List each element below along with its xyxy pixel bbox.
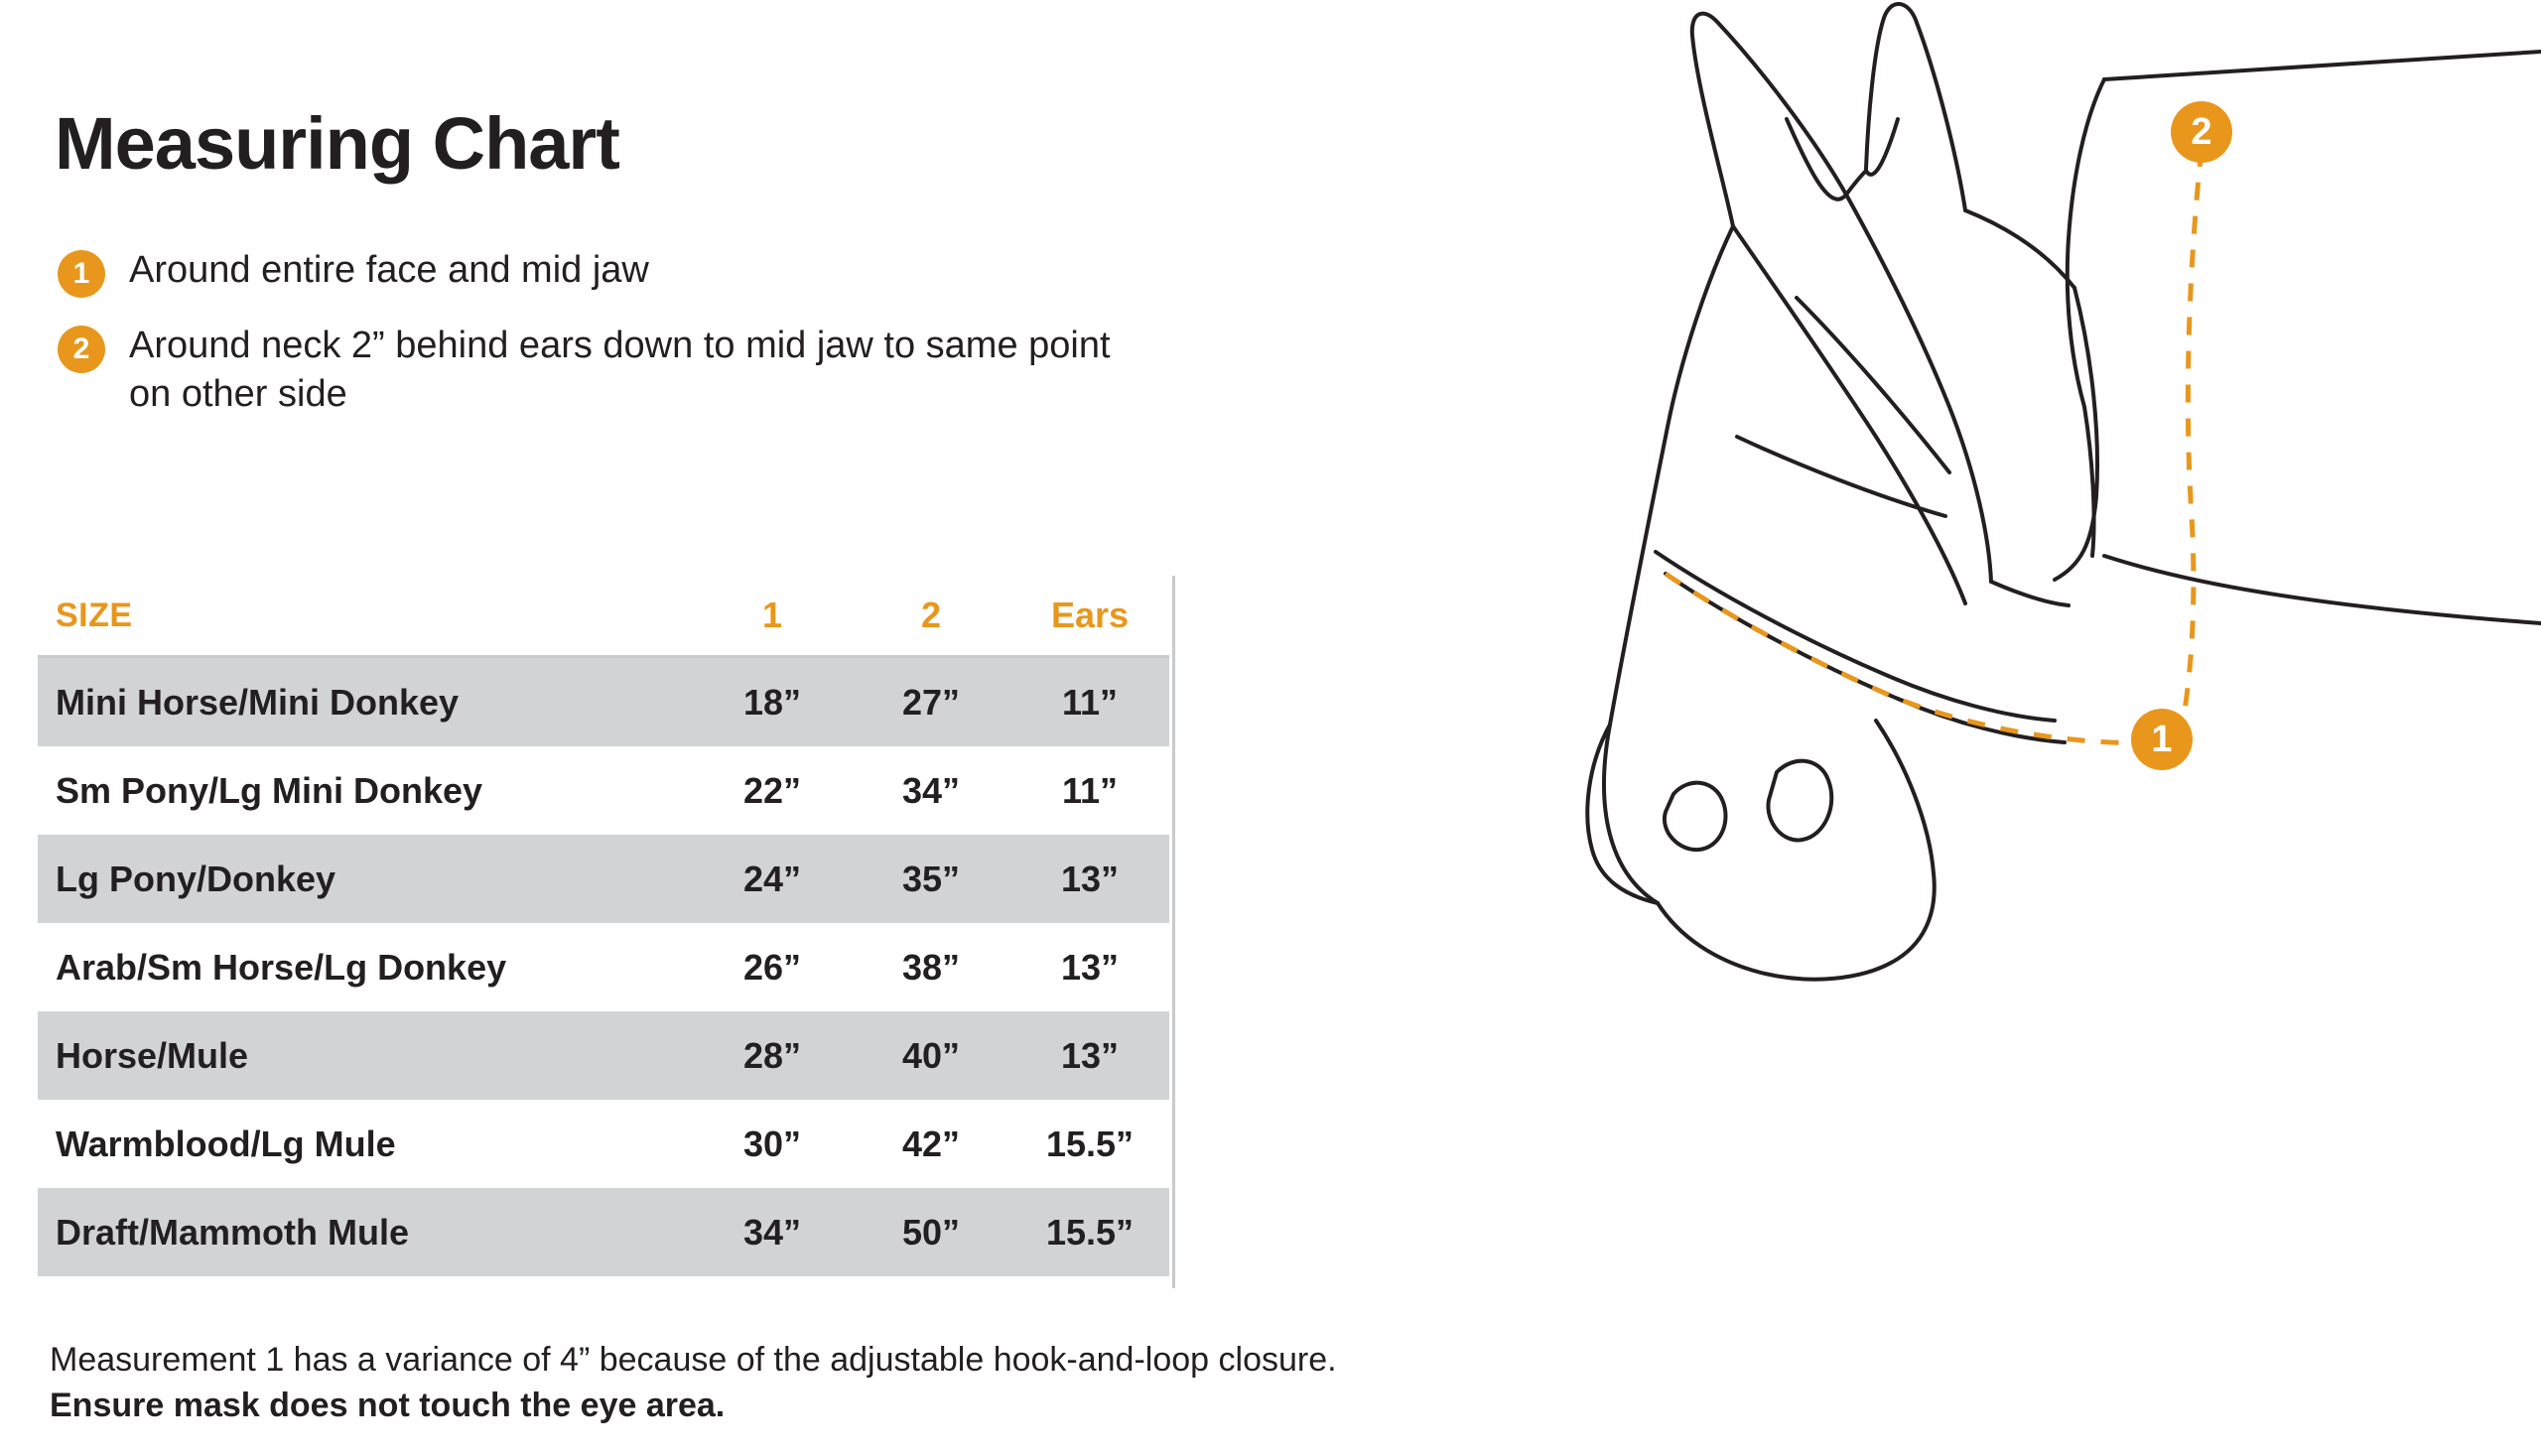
- cell-m2: 35”: [852, 835, 1010, 923]
- size-table: [38, 576, 1169, 1276]
- legend-text-1: Around entire face and mid jaw: [129, 249, 649, 291]
- cell-size: Mini Horse/Mini Donkey: [38, 657, 693, 747]
- table-row: [38, 1011, 1169, 1100]
- table-header-row: [38, 576, 1169, 657]
- column-header-ears: Ears: [1010, 576, 1169, 657]
- cell-m1: 18”: [693, 657, 852, 747]
- cell-m2: 27”: [852, 657, 1010, 747]
- cell-m1: 30”: [693, 1100, 852, 1188]
- cell-ears: 15.5”: [1010, 1188, 1169, 1276]
- footnote-text: Measurement 1 has a variance of 4” because of the adjustable hook-and-loop closure.: [50, 1341, 1337, 1379]
- legend-badge-2: 2: [58, 326, 105, 373]
- table-row: [38, 923, 1169, 1011]
- footnote-emphasis: Ensure mask does not touch the eye area.: [50, 1386, 726, 1424]
- cell-ears: 13”: [1010, 835, 1169, 923]
- cell-m2: 34”: [852, 746, 1010, 835]
- footnote: [50, 1338, 1459, 1429]
- table-row: [38, 746, 1169, 835]
- column-header-size: SIZE: [38, 576, 693, 657]
- legend-badge-1: 1: [58, 250, 105, 298]
- cell-m1: 28”: [693, 1011, 852, 1100]
- column-header-1: 1: [693, 576, 852, 657]
- table-vertical-rule: [1172, 576, 1175, 1288]
- horse-head-drawing: [1548, 0, 2541, 1456]
- cell-size: Lg Pony/Donkey: [38, 835, 693, 923]
- cell-m2: 38”: [852, 923, 1010, 1011]
- table-row: [38, 1188, 1169, 1276]
- cell-size: Arab/Sm Horse/Lg Donkey: [38, 923, 693, 1011]
- cell-m2: 50”: [852, 1188, 1010, 1276]
- table-row: [38, 835, 1169, 923]
- cell-ears: 15.5”: [1010, 1100, 1169, 1188]
- cell-m1: 26”: [693, 923, 852, 1011]
- cell-size: Draft/Mammoth Mule: [38, 1188, 693, 1276]
- column-header-2: 2: [852, 576, 1010, 657]
- cell-ears: 13”: [1010, 1011, 1169, 1100]
- cell-ears: 11”: [1010, 657, 1169, 747]
- legend-item-2: [58, 322, 1149, 418]
- cell-size: Sm Pony/Lg Mini Donkey: [38, 746, 693, 835]
- table-row: [38, 657, 1169, 747]
- cell-m1: 34”: [693, 1188, 852, 1276]
- marker-2: 2: [2171, 101, 2232, 163]
- cell-m2: 40”: [852, 1011, 1010, 1100]
- measurement-line-2: [2184, 149, 2202, 717]
- measurement-line-1: [1666, 574, 2162, 743]
- legend-list: [58, 246, 1149, 442]
- legend-item-1: [58, 246, 1149, 298]
- page-title: Measuring Chart: [55, 102, 619, 185]
- cell-m1: 24”: [693, 835, 852, 923]
- cell-size: Horse/Mule: [38, 1011, 693, 1100]
- cell-ears: 13”: [1010, 923, 1169, 1011]
- cell-size: Warmblood/Lg Mule: [38, 1100, 693, 1188]
- table-row: [38, 1100, 1169, 1188]
- cell-m2: 42”: [852, 1100, 1010, 1188]
- cell-m1: 22”: [693, 746, 852, 835]
- horse-head-illustration: [1548, 0, 2541, 1456]
- marker-1: 1: [2131, 709, 2193, 770]
- legend-text-2: Around neck 2” behind ears down to mid jaw to same point on other side: [129, 325, 1111, 415]
- cell-ears: 11”: [1010, 746, 1169, 835]
